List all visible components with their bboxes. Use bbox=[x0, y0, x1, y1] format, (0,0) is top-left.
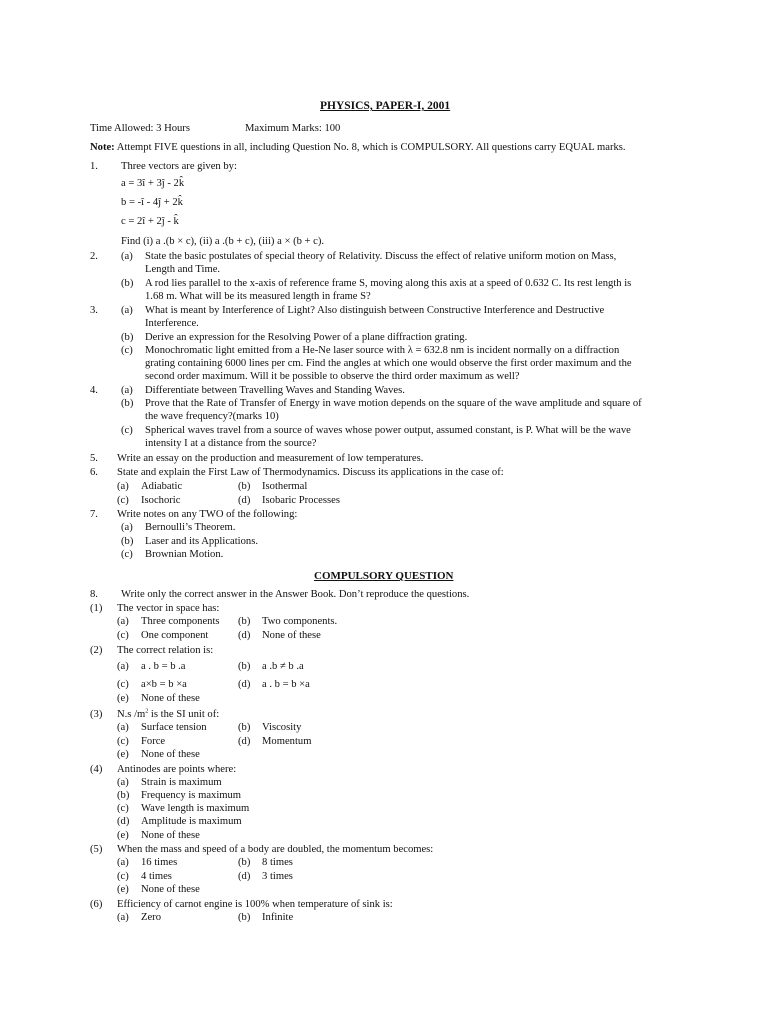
mcq1-d-label: (d) bbox=[238, 630, 251, 641]
mcq2-b-label: (b) bbox=[238, 661, 251, 672]
mcq6-question: Efficiency of carnot engine is 100% when temperature of sink is: bbox=[117, 899, 393, 910]
q4-number: 4. bbox=[90, 385, 98, 396]
compulsory-heading: COMPULSORY QUESTION bbox=[314, 570, 454, 582]
q3c-line2: grating containing 6000 lines per cm. Find the angles at which one would observe the first order maximum and the bbox=[145, 358, 632, 369]
q2b-label: (b) bbox=[121, 278, 134, 289]
mcq5-d: 3 times bbox=[262, 871, 293, 882]
q2b-line2: 1.68 m. What will be its measured length in frame S? bbox=[145, 291, 371, 302]
q1-find: Find (i) a .(b × c), (ii) a .(b + c), (iii) a × (b + c). bbox=[121, 236, 325, 247]
mcq6-number: (6) bbox=[90, 899, 103, 910]
mcq4-c: Wave length is maximum bbox=[141, 803, 250, 814]
mcq3-a: Surface tension bbox=[141, 722, 207, 733]
vector-a: a = 3î + 3ĵ - 2k̂ bbox=[121, 178, 185, 189]
mcq6-b: Infinite bbox=[262, 912, 294, 923]
q6-opt-d-label: (d) bbox=[238, 495, 251, 506]
q6-number: 6. bbox=[90, 467, 98, 478]
q3a-line1: What is meant by Interference of Light? Also distinguish between Constructive Interference and Destructive bbox=[145, 305, 605, 316]
mcq3-b: Viscosity bbox=[262, 722, 302, 733]
mcq2-question: The correct relation is: bbox=[117, 645, 214, 656]
q7-item-c-label: (c) bbox=[121, 549, 133, 560]
mcq2-b: a .b ≠ b .a bbox=[262, 661, 304, 672]
mcq5-b: 8 times bbox=[262, 857, 293, 868]
q3a-line2: Interference. bbox=[145, 318, 199, 329]
q4a-line1: Differentiate between Travelling Waves and Standing Waves. bbox=[145, 385, 405, 396]
q8-number: 8. bbox=[90, 589, 98, 600]
q3b-label: (b) bbox=[121, 332, 134, 343]
mcq6-a: Zero bbox=[141, 912, 161, 923]
mcq4-a: Strain is maximum bbox=[141, 777, 222, 788]
mcq3-e: None of these bbox=[141, 749, 200, 760]
mcq4-e-label: (e) bbox=[117, 830, 129, 841]
mcq1-c: One component bbox=[141, 630, 209, 641]
mcq5-e-label: (e) bbox=[117, 884, 129, 895]
q3b-line1: Derive an expression for the Resolving Power of a plane diffraction grating. bbox=[145, 332, 468, 343]
q6-text: State and explain the First Law of Thermodynamics. Discuss its applications in the case of: bbox=[117, 467, 504, 478]
mcq5-question: When the mass and speed of a body are doubled, the momentum becomes: bbox=[117, 844, 434, 855]
q7-item-a: Bernoulli’s Theorem. bbox=[145, 522, 236, 533]
q5-text: Write an essay on the production and measurement of low temperatures. bbox=[117, 453, 424, 464]
q4c-label: (c) bbox=[121, 425, 133, 436]
q2a-line2: Length and Time. bbox=[145, 264, 221, 275]
mcq3-d: Momentum bbox=[262, 736, 312, 747]
q4b-line2: the wave frequency?(marks 10) bbox=[145, 411, 279, 422]
mcq4-d-label: (d) bbox=[117, 816, 130, 827]
q7-item-c: Brownian Motion. bbox=[145, 549, 224, 560]
mcq3-question-rest: is the SI unit of: bbox=[148, 709, 220, 720]
note-text: Attempt FIVE questions in all, including Question No. 8, which is COMPULSORY. All questions carry EQUAL marks. bbox=[116, 142, 626, 153]
mcq4-d: Amplitude is maximum bbox=[141, 816, 242, 827]
mcq2-a-label: (a) bbox=[117, 661, 129, 672]
mcq4-a-label: (a) bbox=[117, 777, 129, 788]
mcq2-c: a×b = b ×a bbox=[141, 679, 187, 690]
mcq3-c: Force bbox=[141, 736, 166, 747]
q4c-line1: Spherical waves travel from a source of waves whose power output, assumed constant, is P. What will be the wave bbox=[145, 425, 631, 436]
q5-number: 5. bbox=[90, 453, 98, 464]
mcq2-c-label: (c) bbox=[117, 679, 129, 690]
q7-item-b: Laser and its Applications. bbox=[145, 536, 258, 547]
mcq1-b: Two components. bbox=[262, 616, 338, 627]
q1-number: 1. bbox=[90, 161, 98, 172]
mcq5-c: 4 times bbox=[141, 871, 172, 882]
q3c-line1: Monochromatic light emitted from a He-Ne laser source with λ = 632.8 nm is incident normally on a diffraction bbox=[145, 345, 620, 356]
mcq4-b: Frequency is maximum bbox=[141, 790, 242, 801]
q3a-label: (a) bbox=[121, 305, 133, 316]
mcq2-number: (2) bbox=[90, 645, 103, 656]
mcq3-question bbox=[117, 708, 219, 721]
q7-number: 7. bbox=[90, 509, 98, 520]
mcq1-d: None of these bbox=[262, 630, 321, 641]
mcq2-d: a . b = b ×a bbox=[262, 679, 310, 690]
q4b-line1: Prove that the Rate of Transfer of Energy in wave motion depends on the square of the wave amplitude and square of bbox=[145, 398, 642, 409]
q3c-line3: second order maximum. Will it be possible to observe the third order maximum as well? bbox=[145, 371, 520, 382]
q6-opt-c-label: (c) bbox=[117, 495, 129, 506]
mcq4-question: Antinodes are points where: bbox=[117, 764, 237, 775]
q6-opt-d: Isobaric Processes bbox=[262, 495, 340, 506]
mcq1-question: The vector in space has: bbox=[117, 603, 220, 614]
q3-number: 3. bbox=[90, 305, 98, 316]
q7-item-a-label: (a) bbox=[121, 522, 133, 533]
mcq2-e-label: (e) bbox=[117, 693, 129, 704]
note-label: Note: bbox=[90, 142, 115, 153]
mcq6-a-label: (a) bbox=[117, 912, 129, 923]
mcq4-b-label: (b) bbox=[117, 790, 130, 801]
mcq2-e: None of these bbox=[141, 693, 200, 704]
mcq4-number: (4) bbox=[90, 764, 103, 775]
mcq3-number: (3) bbox=[90, 709, 103, 720]
max-marks: Maximum Marks: 100 bbox=[245, 123, 341, 134]
q4c-line2: intensity I at a distance from the source? bbox=[145, 438, 317, 449]
mcq5-number: (5) bbox=[90, 844, 103, 855]
q6-opt-c: Isochoric bbox=[141, 495, 181, 506]
mcq3-unit: N.s /m bbox=[117, 709, 146, 720]
mcq2-a: a . b = b .a bbox=[141, 661, 186, 672]
vector-b: b = -î - 4ĵ + 2k̂ bbox=[121, 197, 183, 208]
mcq5-d-label: (d) bbox=[238, 871, 251, 882]
q4b-label: (b) bbox=[121, 398, 134, 409]
q3c-label: (c) bbox=[121, 345, 133, 356]
mcq3-e-label: (e) bbox=[117, 749, 129, 760]
mcq3-a-label: (a) bbox=[117, 722, 129, 733]
mcq1-a-label: (a) bbox=[117, 616, 129, 627]
time-allowed: Time Allowed: 3 Hours bbox=[90, 123, 190, 134]
q2b-line1: A rod lies parallel to the x-axis of reference frame S, moving along this axis at a speed of 0.632 C. Its rest length is bbox=[145, 278, 632, 289]
q4a-label: (a) bbox=[121, 385, 133, 396]
q6-opt-a-label: (a) bbox=[117, 481, 129, 492]
q6-opt-b-label: (b) bbox=[238, 481, 251, 492]
mcq3-d-label: (d) bbox=[238, 736, 251, 747]
mcq3-b-label: (b) bbox=[238, 722, 251, 733]
mcq2-d-label: (d) bbox=[238, 679, 251, 690]
mcq5-a: 16 times bbox=[141, 857, 178, 868]
page-title: PHYSICS, PAPER-I, 2001 bbox=[320, 100, 451, 112]
q6-opt-b: Isothermal bbox=[262, 481, 308, 492]
mcq5-a-label: (a) bbox=[117, 857, 129, 868]
mcq4-e: None of these bbox=[141, 830, 200, 841]
note bbox=[90, 141, 626, 154]
mcq3-c-label: (c) bbox=[117, 736, 129, 747]
q7-text: Write notes on any TWO of the following: bbox=[117, 509, 298, 520]
q7-item-b-label: (b) bbox=[121, 536, 134, 547]
vector-c: c = 2î + 2ĵ - k̂ bbox=[121, 216, 179, 227]
mcq5-b-label: (b) bbox=[238, 857, 251, 868]
q2-number: 2. bbox=[90, 251, 98, 262]
mcq5-e: None of these bbox=[141, 884, 200, 895]
mcq3-exponent: 2 bbox=[145, 708, 149, 715]
mcq6-b-label: (b) bbox=[238, 912, 251, 923]
mcq1-b-label: (b) bbox=[238, 616, 251, 627]
mcq1-a: Three components bbox=[141, 616, 220, 627]
q1-text: Three vectors are given by: bbox=[121, 161, 237, 172]
mcq5-c-label: (c) bbox=[117, 871, 129, 882]
q2a-line1: State the basic postulates of special theory of Relativity. Discuss the effect of relative uniform motion on Mass, bbox=[145, 251, 617, 262]
mcq1-c-label: (c) bbox=[117, 630, 129, 641]
q8-text: Write only the correct answer in the Answer Book. Don’t reproduce the questions. bbox=[121, 589, 470, 600]
mcq4-c-label: (c) bbox=[117, 803, 129, 814]
mcq1-number: (1) bbox=[90, 603, 103, 614]
q6-opt-a: Adiabatic bbox=[141, 481, 183, 492]
q2a-label: (a) bbox=[121, 251, 133, 262]
